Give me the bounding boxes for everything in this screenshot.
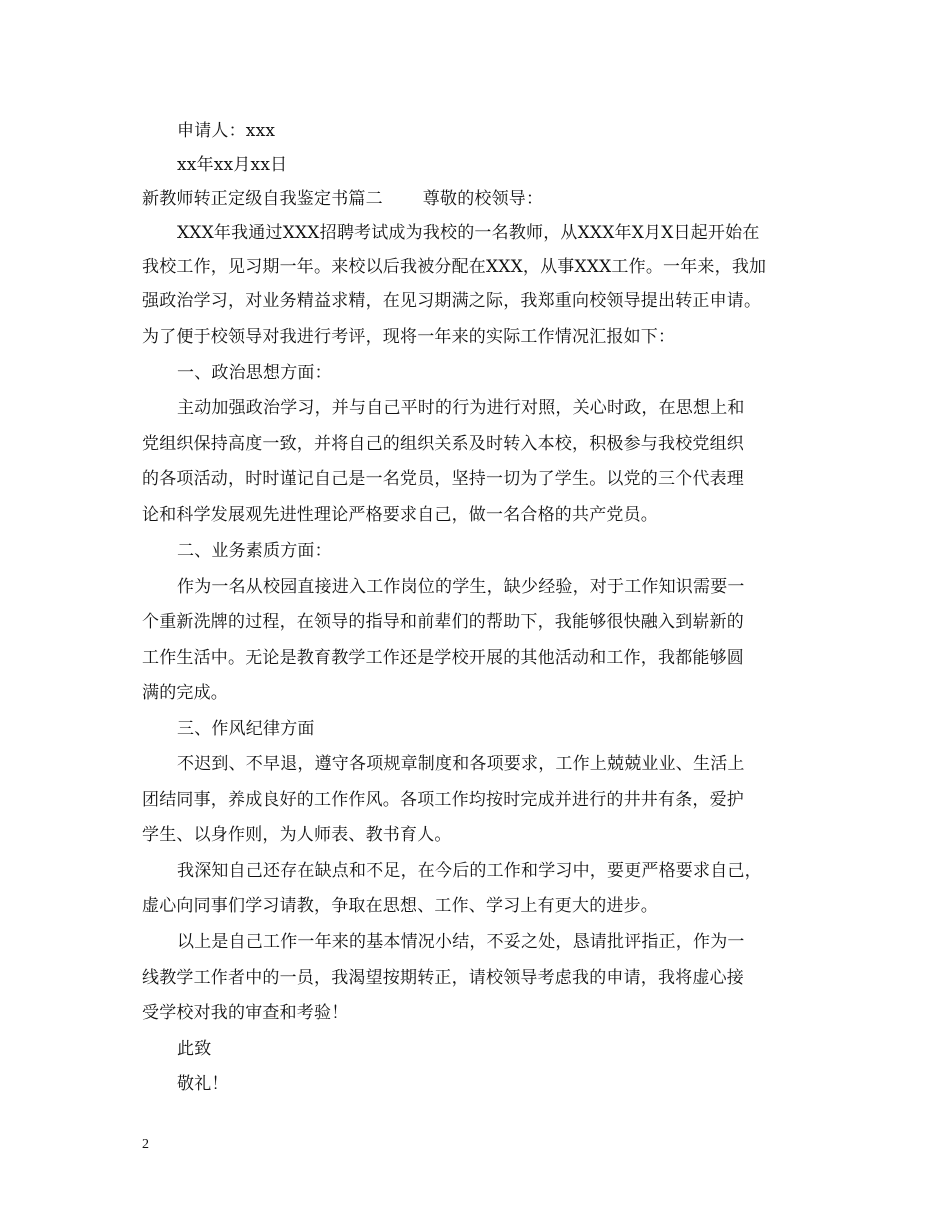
paragraph-line: 受学校对我的审查和考验！: [142, 1003, 349, 1023]
intro-line: 我校工作，见习期一年。来校以后我被分配在XXX，从事XXX工作。一年来，我加: [142, 257, 767, 277]
section-body-line: 不迟到、不早退，遵守各项规章制度和各项要求，工作上兢兢业业、生活上: [177, 754, 745, 774]
paragraph-line: 线教学工作者中的一员，我渴望按期转正，请校领导考虑我的申请，我将虚心接: [142, 968, 744, 988]
closing-regards: 敬礼！: [177, 1074, 229, 1094]
intro-line: 强政治学习，对业务精益求精，在见习期满之际，我郑重向校领导提出转正申请。: [142, 291, 762, 311]
section-body-line: 论和科学发展观先进性理论严格要求自己，做一名合格的共产党员。: [142, 505, 658, 525]
section-body-line: 作为一名从校园直接进入工作岗位的学生，缺少经验，对于工作知识需要一: [177, 577, 745, 597]
intro-line: XXX年我通过XXX招聘考试成为我校的一名教师，从XXX年X月X日起开始在: [177, 223, 760, 243]
page-number: 2: [142, 1137, 149, 1152]
section-title: 二、业务素质方面：: [177, 541, 332, 561]
intro-line: 为了便于校领导对我进行考评，现将一年来的实际工作情况汇报如下：: [142, 327, 676, 347]
section-body-line: 学生、以身作则，为人师表、教书育人。: [142, 825, 452, 845]
section-body-line: 满的完成。: [142, 683, 228, 703]
paragraph-line: 我深知自己还存在缺点和不足，在今后的工作和学习中，要更严格要求自己，: [177, 861, 762, 881]
closing-salutation: 此致: [177, 1039, 212, 1059]
heading-line: 新教师转正定级自我鉴定书篇二 尊敬的校领导：: [142, 189, 544, 209]
section-body-line: 的各项活动，时时谨记自己是一名党员，坚持一切为了学生。以党的三个代表理: [142, 469, 744, 489]
paragraph-line: 虚心向同事们学习请教，争取在思想、工作、学习上有更大的进步。: [142, 896, 658, 916]
section-body-line: 主动加强政治学习，并与自己平时的行为进行对照，关心时政，在思想上和: [177, 398, 745, 418]
applicant-line: 申请人：xxx: [177, 121, 276, 141]
date-line: xx年xx月xx日: [177, 155, 288, 175]
section-title: 三、作风纪律方面: [177, 719, 315, 739]
section-body-line: 工作生活中。无论是教育教学工作还是学校开展的其他活动和工作，我都能够圆: [142, 648, 744, 668]
section-body-line: 党组织保持高度一致，并将自己的组织关系及时转入本校，积极参与我校党组织: [142, 434, 744, 454]
section-title: 一、政治思想方面：: [177, 363, 332, 383]
section-body-line: 个重新洗牌的过程，在领导的指导和前辈们的帮助下，我能够很快融入到崭新的: [142, 612, 744, 632]
section-body-line: 团结同事，养成良好的工作作风。各项工作均按时完成并进行的井井有条，爱护: [142, 790, 744, 810]
paragraph-line: 以上是自己工作一年来的基本情况小结，不妥之处，恳请批评指正，作为一: [177, 932, 745, 952]
